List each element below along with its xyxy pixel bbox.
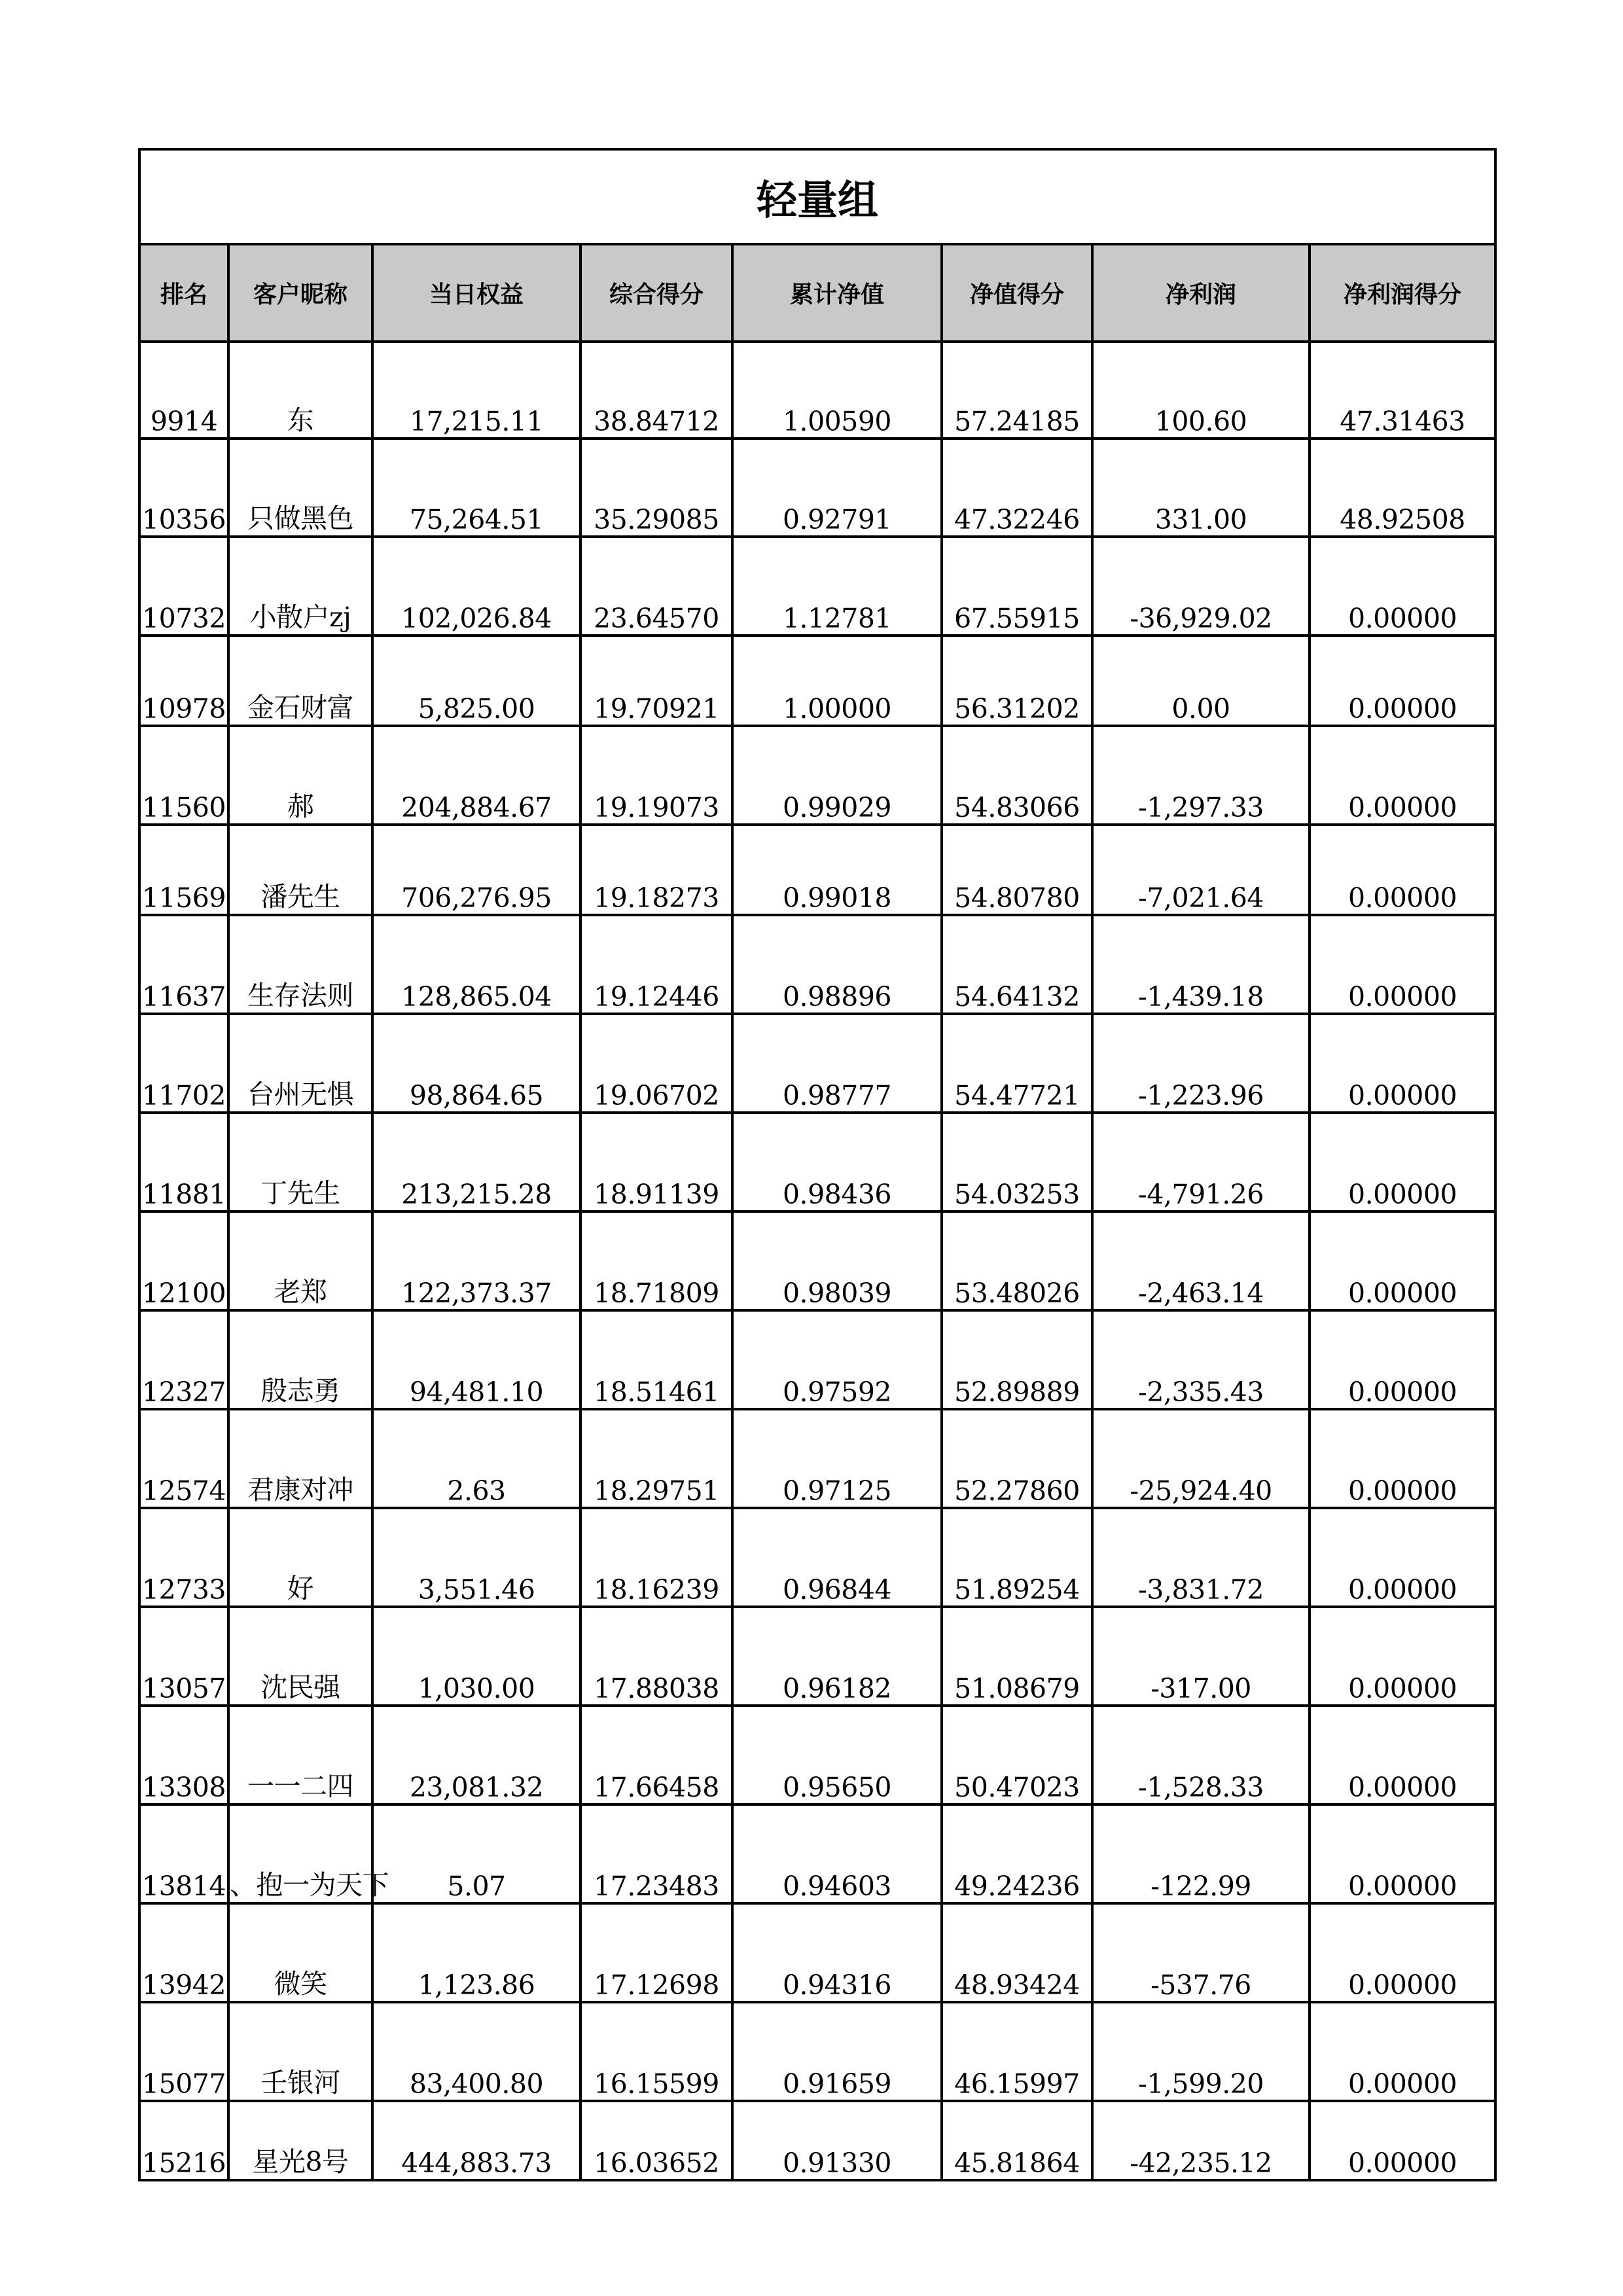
total-score-cell: 18.29751 <box>580 1409 732 1508</box>
rank-cell: 12327 <box>139 1310 228 1409</box>
rank-cell: 10732 <box>139 537 228 636</box>
net-profit-cell: -1,528.33 <box>1092 1706 1310 1804</box>
net-profit-cell: -1,439.18 <box>1092 915 1310 1014</box>
table-row <box>139 1310 1495 1409</box>
rank-cell: 13942 <box>139 1903 228 2002</box>
table-row <box>139 1211 1495 1310</box>
cumulative-nav-cell: 1.12781 <box>732 537 942 636</box>
net-profit-cell: 100.60 <box>1092 342 1310 439</box>
nickname-cell: 台州无惧 <box>228 1014 372 1113</box>
net-profit-cell: -42,235.12 <box>1092 2101 1310 2180</box>
table-row <box>139 726 1495 825</box>
table-row <box>139 1113 1495 1211</box>
table-row <box>139 2101 1495 2180</box>
nickname-cell: 君康对冲 <box>228 1409 372 1508</box>
cumulative-nav-cell: 1.00590 <box>732 342 942 439</box>
rank-cell: 11560 <box>139 726 228 825</box>
total-score-cell: 19.19073 <box>580 726 732 825</box>
net-profit-score-cell: 0.00000 <box>1310 1113 1495 1211</box>
net-profit-cell: -1,599.20 <box>1092 2002 1310 2101</box>
rank-cell: 12574 <box>139 1409 228 1508</box>
cumulative-nav-cell: 0.98039 <box>732 1211 942 1310</box>
table-row <box>139 537 1495 636</box>
net-profit-cell: -2,463.14 <box>1092 1211 1310 1310</box>
cumulative-nav-cell: 0.94316 <box>732 1903 942 2002</box>
net-profit-score-cell: 0.00000 <box>1310 1804 1495 1903</box>
nickname-cell: 小散户zj <box>228 537 372 636</box>
nav-score-cell: 53.48026 <box>942 1211 1092 1310</box>
table-row <box>139 1706 1495 1804</box>
table-row <box>139 636 1495 726</box>
net-profit-score-cell: 0.00000 <box>1310 1508 1495 1607</box>
table-row <box>139 1409 1495 1508</box>
net-profit-score-cell: 0.00000 <box>1310 1903 1495 2002</box>
table-row <box>139 439 1495 537</box>
rank-cell: 13814 <box>139 1804 228 1903</box>
table-row <box>139 1607 1495 1706</box>
rank-cell: 11881 <box>139 1113 228 1211</box>
total-score-cell: 18.16239 <box>580 1508 732 1607</box>
equity-cell: 94,481.10 <box>372 1310 580 1409</box>
nickname-cell: 只做黑色 <box>228 439 372 537</box>
nav-score-cell: 54.47721 <box>942 1014 1092 1113</box>
net-profit-cell: -317.00 <box>1092 1607 1310 1706</box>
header-cumulative-nav: 累计净值 <box>732 244 942 342</box>
net-profit-score-cell: 0.00000 <box>1310 915 1495 1014</box>
net-profit-score-cell: 0.00000 <box>1310 1706 1495 1804</box>
net-profit-score-cell: 0.00000 <box>1310 726 1495 825</box>
table-row <box>139 1508 1495 1607</box>
nickname-cell: 金石财富 <box>228 636 372 726</box>
total-score-cell: 23.64570 <box>580 537 732 636</box>
cumulative-nav-cell: 0.91659 <box>732 2002 942 2101</box>
equity-cell: 1,123.86 <box>372 1903 580 2002</box>
table-row <box>139 1804 1495 1903</box>
nickname-cell: 好 <box>228 1508 372 1607</box>
equity-cell: 213,215.28 <box>372 1113 580 1211</box>
total-score-cell: 19.18273 <box>580 825 732 915</box>
equity-cell: 1,030.00 <box>372 1607 580 1706</box>
net-profit-score-cell: 0.00000 <box>1310 1014 1495 1113</box>
total-score-cell: 17.66458 <box>580 1706 732 1804</box>
equity-cell: 706,276.95 <box>372 825 580 915</box>
nickname-cell: 东 <box>228 342 372 439</box>
nav-score-cell: 54.80780 <box>942 825 1092 915</box>
rank-cell: 11569 <box>139 825 228 915</box>
nav-score-cell: 57.24185 <box>942 342 1092 439</box>
equity-cell: 5,825.00 <box>372 636 580 726</box>
equity-cell: 3,551.46 <box>372 1508 580 1607</box>
equity-cell: 5.07 <box>372 1804 580 1903</box>
nickname-cell: 郝 <box>228 726 372 825</box>
nickname-cell: 一一二四 <box>228 1706 372 1804</box>
net-profit-score-cell: 0.00000 <box>1310 1310 1495 1409</box>
total-score-cell: 16.15599 <box>580 2002 732 2101</box>
header-total-score: 综合得分 <box>580 244 732 342</box>
header-net-profit: 净利润 <box>1092 244 1310 342</box>
nickname-cell: 、抱一为天下 <box>228 1804 372 1903</box>
net-profit-score-cell: 0.00000 <box>1310 636 1495 726</box>
net-profit-cell: -1,223.96 <box>1092 1014 1310 1113</box>
cumulative-nav-cell: 0.94603 <box>732 1804 942 1903</box>
total-score-cell: 18.91139 <box>580 1113 732 1211</box>
cumulative-nav-cell: 0.95650 <box>732 1706 942 1804</box>
cumulative-nav-cell: 0.99029 <box>732 726 942 825</box>
rank-cell: 13308 <box>139 1706 228 1804</box>
cumulative-nav-cell: 0.91330 <box>732 2101 942 2180</box>
equity-cell: 98,864.65 <box>372 1014 580 1113</box>
net-profit-score-cell: 0.00000 <box>1310 825 1495 915</box>
nickname-cell: 微笑 <box>228 1903 372 2002</box>
nickname-cell: 星光8号 <box>228 2101 372 2180</box>
total-score-cell: 16.03652 <box>580 2101 732 2180</box>
rank-cell: 15077 <box>139 2002 228 2101</box>
nickname-cell: 生存法则 <box>228 915 372 1014</box>
nav-score-cell: 45.81864 <box>942 2101 1092 2180</box>
ranking-table <box>138 148 1497 2181</box>
rank-cell: 11702 <box>139 1014 228 1113</box>
nickname-cell: 殷志勇 <box>228 1310 372 1409</box>
net-profit-cell: -4,791.26 <box>1092 1113 1310 1211</box>
total-score-cell: 19.06702 <box>580 1014 732 1113</box>
equity-cell: 23,081.32 <box>372 1706 580 1804</box>
header-nav-score: 净值得分 <box>942 244 1092 342</box>
nickname-cell: 潘先生 <box>228 825 372 915</box>
net-profit-score-cell: 0.00000 <box>1310 1607 1495 1706</box>
net-profit-cell: -122.99 <box>1092 1804 1310 1903</box>
nav-score-cell: 48.93424 <box>942 1903 1092 2002</box>
equity-cell: 128,865.04 <box>372 915 580 1014</box>
equity-cell: 122,373.37 <box>372 1211 580 1310</box>
net-profit-cell: 0.00 <box>1092 636 1310 726</box>
nav-score-cell: 54.64132 <box>942 915 1092 1014</box>
nav-score-cell: 50.47023 <box>942 1706 1092 1804</box>
header-nickname: 客户昵称 <box>228 244 372 342</box>
nav-score-cell: 52.27860 <box>942 1409 1092 1508</box>
nickname-cell: 壬银河 <box>228 2002 372 2101</box>
equity-cell: 75,264.51 <box>372 439 580 537</box>
total-score-cell: 17.88038 <box>580 1607 732 1706</box>
table-row <box>139 1903 1495 2002</box>
header-net-profit-score: 净利润得分 <box>1310 244 1495 342</box>
net-profit-score-cell: 0.00000 <box>1310 2101 1495 2180</box>
rank-cell: 10978 <box>139 636 228 726</box>
header-rank: 排名 <box>139 244 228 342</box>
nav-score-cell: 56.31202 <box>942 636 1092 726</box>
cumulative-nav-cell: 0.98436 <box>732 1113 942 1211</box>
rank-cell: 13057 <box>139 1607 228 1706</box>
cumulative-nav-cell: 0.92791 <box>732 439 942 537</box>
equity-cell: 102,026.84 <box>372 537 580 636</box>
total-score-cell: 19.12446 <box>580 915 732 1014</box>
net-profit-cell: -36,929.02 <box>1092 537 1310 636</box>
table-row <box>139 915 1495 1014</box>
cumulative-nav-cell: 0.98777 <box>732 1014 942 1113</box>
nav-score-cell: 67.55915 <box>942 537 1092 636</box>
cumulative-nav-cell: 0.97592 <box>732 1310 942 1409</box>
total-score-cell: 35.29085 <box>580 439 732 537</box>
total-score-cell: 17.23483 <box>580 1804 732 1903</box>
nav-score-cell: 49.24236 <box>942 1804 1092 1903</box>
rank-cell: 11637 <box>139 915 228 1014</box>
nav-score-cell: 51.89254 <box>942 1508 1092 1607</box>
header-equity: 当日权益 <box>372 244 580 342</box>
total-score-cell: 38.84712 <box>580 342 732 439</box>
cumulative-nav-cell: 0.96844 <box>732 1508 942 1607</box>
rank-cell: 15216 <box>139 2101 228 2180</box>
table-row <box>139 342 1495 439</box>
rank-cell: 9914 <box>139 342 228 439</box>
nav-score-cell: 46.15997 <box>942 2002 1092 2101</box>
total-score-cell: 19.70921 <box>580 636 732 726</box>
net-profit-cell: -7,021.64 <box>1092 825 1310 915</box>
table-title: 轻量组 <box>139 149 1495 244</box>
nav-score-cell: 52.89889 <box>942 1310 1092 1409</box>
net-profit-score-cell: 47.31463 <box>1310 342 1495 439</box>
nickname-cell: 老郑 <box>228 1211 372 1310</box>
net-profit-cell: -537.76 <box>1092 1903 1310 2002</box>
cumulative-nav-cell: 0.97125 <box>732 1409 942 1508</box>
equity-cell: 444,883.73 <box>372 2101 580 2180</box>
cumulative-nav-cell: 0.96182 <box>732 1607 942 1706</box>
nickname-cell: 沈民强 <box>228 1607 372 1706</box>
net-profit-score-cell: 0.00000 <box>1310 1409 1495 1508</box>
nav-score-cell: 54.03253 <box>942 1113 1092 1211</box>
net-profit-cell: -2,335.43 <box>1092 1310 1310 1409</box>
nav-score-cell: 51.08679 <box>942 1607 1092 1706</box>
nav-score-cell: 54.83066 <box>942 726 1092 825</box>
net-profit-score-cell: 0.00000 <box>1310 2002 1495 2101</box>
table-row <box>139 2002 1495 2101</box>
equity-cell: 17,215.11 <box>372 342 580 439</box>
net-profit-score-cell: 0.00000 <box>1310 1211 1495 1310</box>
net-profit-cell: -3,831.72 <box>1092 1508 1310 1607</box>
rank-cell: 10356 <box>139 439 228 537</box>
rank-cell: 12733 <box>139 1508 228 1607</box>
net-profit-cell: -25,924.40 <box>1092 1409 1310 1508</box>
net-profit-cell: -1,297.33 <box>1092 726 1310 825</box>
equity-cell: 83,400.80 <box>372 2002 580 2101</box>
cumulative-nav-cell: 0.99018 <box>732 825 942 915</box>
table-row <box>139 825 1495 915</box>
net-profit-score-cell: 48.92508 <box>1310 439 1495 537</box>
nickname-cell: 丁先生 <box>228 1113 372 1211</box>
net-profit-cell: 331.00 <box>1092 439 1310 537</box>
total-score-cell: 18.71809 <box>580 1211 732 1310</box>
equity-cell: 2.63 <box>372 1409 580 1508</box>
equity-cell: 204,884.67 <box>372 726 580 825</box>
net-profit-score-cell: 0.00000 <box>1310 537 1495 636</box>
cumulative-nav-cell: 1.00000 <box>732 636 942 726</box>
table-row <box>139 1014 1495 1113</box>
nav-score-cell: 47.32246 <box>942 439 1092 537</box>
cumulative-nav-cell: 0.98896 <box>732 915 942 1014</box>
rank-cell: 12100 <box>139 1211 228 1310</box>
total-score-cell: 17.12698 <box>580 1903 732 2002</box>
total-score-cell: 18.51461 <box>580 1310 732 1409</box>
